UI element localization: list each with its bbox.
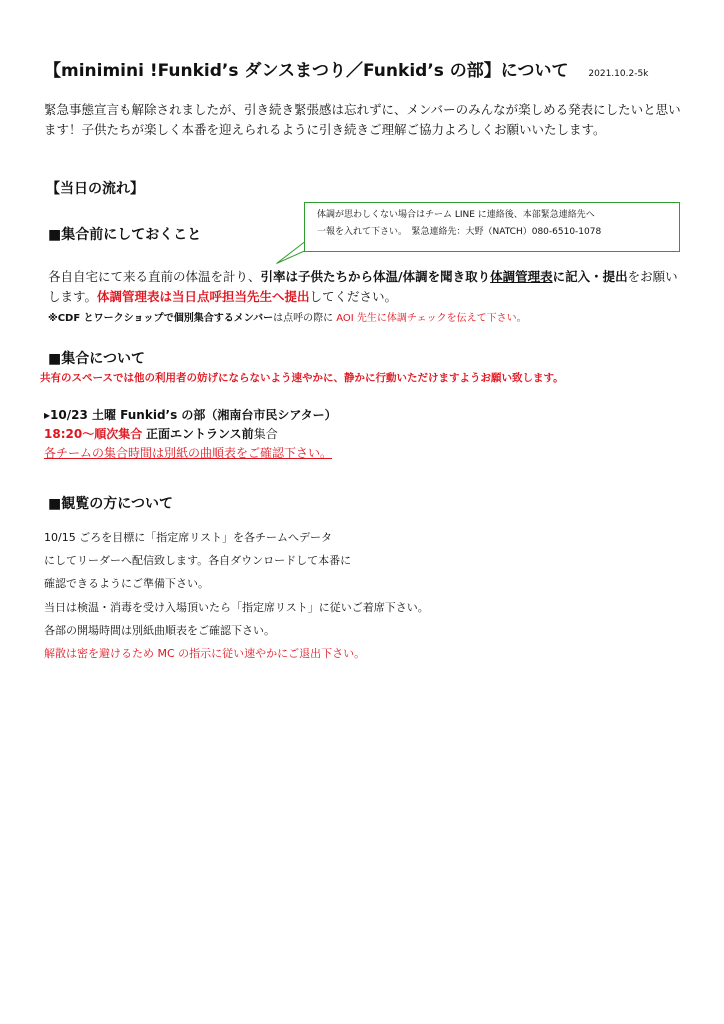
event-time-line	[44, 425, 337, 444]
page-title	[44, 56, 648, 81]
event-title: ▸10/23 土曜 Funkid’s の部（湘南台市民シアター）	[44, 408, 337, 422]
gather-heading: ■集合について	[48, 351, 145, 367]
title-date: 2021.10.2-5k	[588, 69, 649, 79]
viewing-line: 当日は検温・消毒を受け入場頂いたら「指定席リスト」に従いご着席下さい。	[44, 600, 429, 614]
prep-note-3: AOI 先生に体調チェックを伝えて下さい。	[336, 313, 527, 324]
prep-text-1: 各自自宅にて来る直前の体温を計り、	[48, 269, 261, 284]
prep-text-6: 体調管理表は当日点呼担当先生へ提出	[97, 289, 310, 304]
prep-note-1: ※CDF とワークショップで個別集合するメンバー	[48, 313, 274, 324]
viewing-line: 10/15 ごろを目標に「指定席リスト」を各チームへデータ	[44, 531, 332, 544]
prep-heading: ■集合前にしておくこと	[48, 227, 202, 243]
emergency-contact-callout	[304, 202, 680, 252]
event-place: 正面エントランス前	[146, 427, 254, 441]
prep-text-7: してください。	[309, 289, 398, 304]
viewing-line-dismissal: 解散は密を避けるため MC の指示に従い速やかにご退出下さい。	[44, 647, 366, 661]
prep-text-5: をお願いします。	[48, 269, 678, 304]
viewing-line: 各部の開場時間は別紙曲順表をご確認下さい。	[44, 623, 275, 637]
prep-note	[48, 309, 527, 324]
intro-paragraph: 緊急事態宣言も解除されましたが、引き続き緊張感は忘れずに、メンバーのみんなが楽しめる発表にしたいと思います！子供たちが楽しく本番を迎えられるように引き続きご理解ご協力よろしくお願いいたします。	[44, 102, 681, 137]
event-order-note: 各チームの集合時間は別紙の曲順表をご確認下さい。	[44, 446, 333, 460]
prep-text-3: 体調管理表	[490, 269, 553, 284]
gather-notice: 共有のスペースでは他の利用者の妨げにならないよう速やかに、静かに行動いただけますようお願い致します。	[40, 372, 564, 384]
viewing-lines	[44, 526, 429, 665]
event-block	[44, 406, 337, 463]
viewing-heading: ■観覧の方について	[48, 496, 173, 512]
prep-text-2: 引率は子供たちから体温/体調を聞き取り	[260, 269, 491, 284]
prep-text-4: に記入・提出	[552, 269, 628, 284]
event-place-suffix: 集合	[253, 427, 278, 441]
viewing-line: 確認できるようにご準備下さい。	[44, 577, 209, 591]
prep-note-2: は点呼の際に	[273, 313, 337, 324]
viewing-line: にしてリーダーへ配信致します。各自ダウンロードして本番に	[44, 554, 352, 568]
flow-heading: 【当日の流れ】	[46, 181, 144, 197]
prep-instructions	[48, 267, 688, 307]
event-time: 18:20～順次集合	[44, 427, 143, 441]
title-text: 【minimini !Funkid’s ダンスまつり／Funkid’s の部】について	[44, 61, 569, 81]
callout-line-1: 体調が思わしくない場合はチーム LINE に連絡後、本部緊急連絡先へ	[317, 210, 595, 220]
callout-line-2: 一報を入れて下さい。 緊急連絡先：大野（NATCH）080-6510-1078	[317, 227, 602, 237]
